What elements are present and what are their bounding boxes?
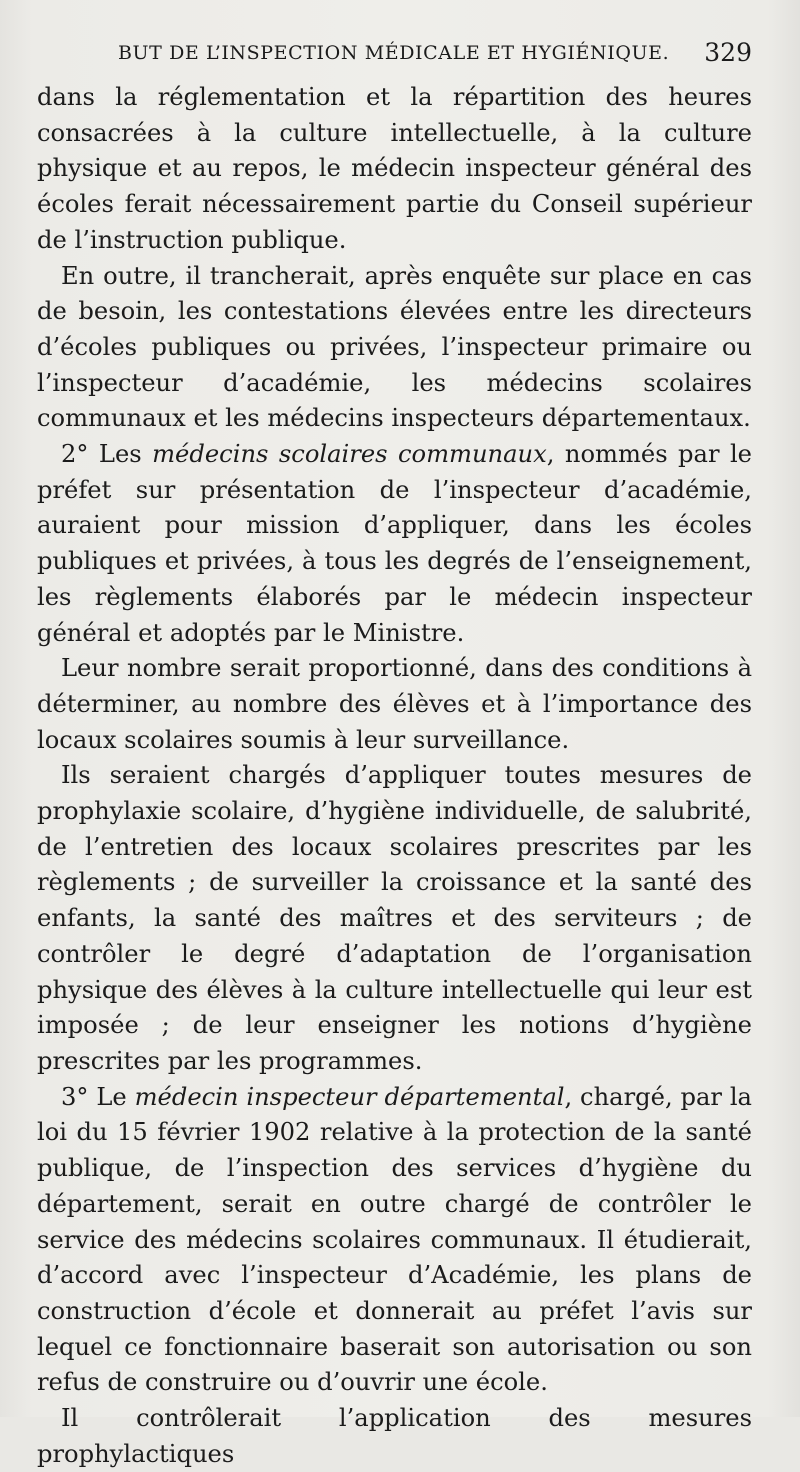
paragraph-lead: 3° Le xyxy=(61,1082,135,1111)
paragraph xyxy=(37,437,752,651)
paragraph: Ils seraient chargés d’appliquer toutes mesures de prophylaxie scolaire, d’hygiène individuelle, de salubrité, de l’entretien des locaux scolaires prescrites par les règlements ; de surveiller la croissance et la santé des enfants, la santé des maîtres et des serviteurs ; de contrôler le degré d’adaptation de l’organisation physique des élèves à la culture intellectuelle qui leur est imposée ; de leur enseigner les notions d’hygiène prescrites par les programmes. xyxy=(37,761,752,1075)
paragraph xyxy=(37,1080,752,1401)
paragraph-rest: , nommés par le préfet sur présentation de l’inspecteur d’académie, auraient pour mission d’appliquer, dans les écoles publiques et privées, à tous les degrés de l’enseignement, les règlements élaborés par le médecin inspecteur général et adoptés par le Ministre. xyxy=(37,440,752,647)
italic-term: médecin inspecteur départemental xyxy=(134,1082,565,1111)
paragraph-lead: 2° Les xyxy=(61,440,153,469)
paragraph: Il contrôlerait l’application des mesures prophylactiques xyxy=(37,1404,752,1468)
running-title: BUT DE L’INSPECTION MÉDICALE ET HYGIÉNIQUE. xyxy=(118,42,670,64)
italic-term: médecins scolaires communaux xyxy=(152,440,547,469)
paragraph: Leur nombre serait proportionné, dans des conditions à déterminer, au nombre des élèves et à l’importance des locaux scolaires soumis à leur surveillance. xyxy=(37,654,752,754)
page-header xyxy=(118,38,752,70)
paragraph-rest: , chargé, par la loi du 15 février 1902 relative à la protection de la santé publique, de l’inspection des services d’hygiène du département, serait en outre chargé de contrôler le service des médecins scolaires communaux. Il étudierait, d’accord avec l’inspecteur d’Académie, les plans de construction d’école et donnerait au préfet l’avis sur lequel ce fonctionnaire baserait son autorisation ou son refus de construire ou d’ouvrir une école. xyxy=(37,1082,752,1397)
paragraph: En outre, il trancherait, après enquête sur place en cas de besoin, les contestations élevées entre les directeurs d’écoles publiques ou privées, l’inspecteur primaire ou l’inspecteur d’académie, les médecins scolaires communaux et les médecins inspecteurs départementaux. xyxy=(37,261,752,433)
body-text xyxy=(37,80,752,1472)
paragraph: dans la réglementation et la répartition des heures consacrées à la culture intellectuelle, à la culture physique et au repos, le médecin inspecteur général des écoles ferait nécessairement partie du Conseil supérieur de l’instruction publique. xyxy=(37,83,752,254)
page-number: 329 xyxy=(704,38,752,67)
